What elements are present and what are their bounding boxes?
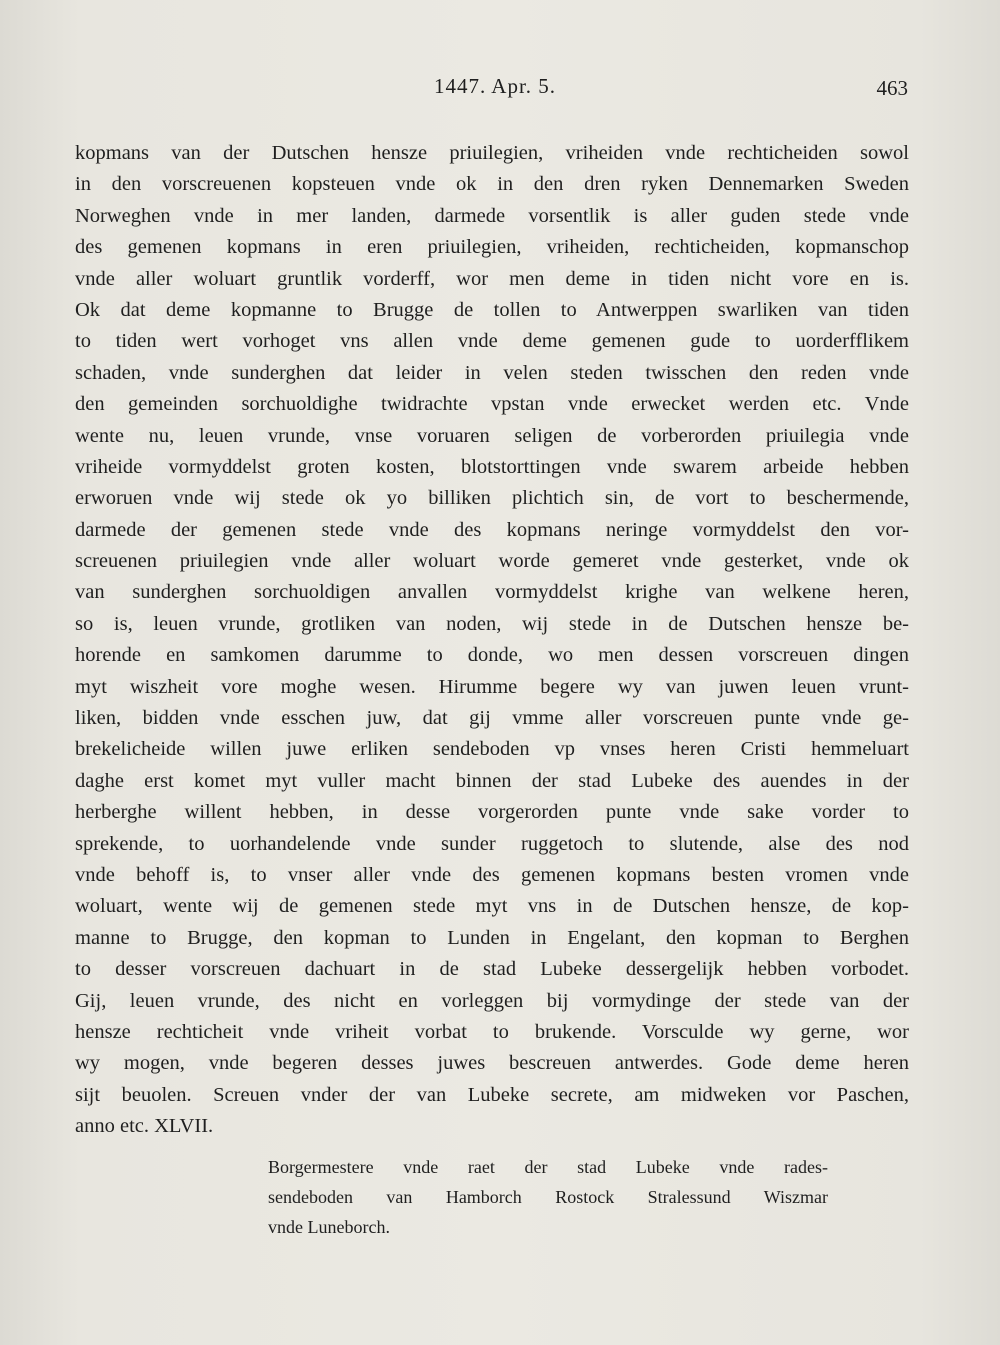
text-line: des gemenen kopmans in eren priuilegien, vriheiden, rechticheiden, kopmanschop: [75, 236, 909, 259]
text-line: brekelicheide willen juwe erliken sendeboden vp vnses heren Cristi hemmeluart: [75, 738, 909, 761]
text-line: to tiden wert vorhoget vns allen vnde deme gemenen gude to uorderfflikem: [75, 330, 909, 353]
text-line: sijt beuolen. Screuen vnder der van Lubeke secrete, am midweken vor Paschen,: [75, 1083, 909, 1106]
text-line: sprekende, to uorhandelende vnde sunder ruggetoch to slutende, alse des nod: [75, 832, 909, 855]
text-line: vnde aller woluart gruntlik vorderff, wor men deme in tiden nicht vore en is.: [75, 267, 909, 290]
text-line: daghe erst komet myt vuller macht binnen der stad Lubeke des auendes in der: [75, 769, 909, 792]
text-line: van sunderghen sorchuoldigen anvallen vormyddelst krighe van welkene heren,: [75, 581, 909, 604]
text-line: schaden, vnde sunderghen dat leider in velen steden twisschen den reden vnde: [75, 361, 909, 384]
text-line: kopmans van der Dutschen hensze priuilegien, vriheiden vnde rechticheiden sowol: [75, 142, 909, 164]
text-line: hensze rechticheit vnde vriheit vorbat to brukende. Vorsculde wy gerne, wor: [75, 1020, 909, 1043]
text-line: wy mogen, vnde begeren desses juwes bescreuen antwerdes. Gode deme heren: [75, 1052, 909, 1075]
text-line: anno etc. XLVII.: [75, 1115, 214, 1138]
text-line: woluart, wente wij de gemenen stede myt vns in de Dutschen hensze, de kop-: [75, 895, 909, 918]
text-line: darmede der gemenen stede vnde des kopmans neringe vormyddelst den vor-: [75, 518, 909, 541]
text-line: vnde behoff is, to vnser aller vnde des gemenen kopmans besten vromen vnde: [75, 863, 909, 886]
text-line: to desser vorscreuen dachuart in de stad Lubeke dessergelijk hebben vorbodet.: [75, 958, 909, 981]
page-number: 463: [876, 76, 908, 100]
signature-line: vnde Luneborch.: [268, 1217, 390, 1237]
signature-block: [268, 1152, 828, 1242]
text-line: manne to Brugge, den kopman to Lunden in Engelant, den kopman to Berghen: [75, 926, 909, 949]
text-line: Ok dat deme kopmanne to Brugge de tollen to Antwerppen swarliken van tiden: [75, 298, 909, 321]
body-text: [75, 138, 909, 1143]
text-line: myt wiszheit vore moghe wesen. Hirumme begere wy van juwen leuen vrunt-: [75, 675, 909, 698]
text-line: liken, bidden vnde esschen juw, dat gij vmme aller vorscreuen punte vnde ge-: [75, 707, 909, 730]
text-line: erworuen vnde wij stede ok yo billiken plichtich sin, de vort to beschermende,: [75, 487, 909, 510]
text-line: vriheide vormyddelst groten kosten, blotstorttingen vnde swarem arbeide hebben: [75, 455, 909, 478]
text-line: so is, leuen vrunde, grotliken van noden, wij stede in de Dutschen hensze be-: [75, 612, 909, 635]
text-line: in den vorscreuenen kopsteuen vnde ok in den dren ryken Dennemarken Sweden: [75, 173, 909, 196]
text-line: screuenen priuilegien vnde aller woluart worde gemeret vnde gesterket, vnde ok: [75, 550, 909, 573]
running-title: 1447. Apr. 5.: [433, 74, 557, 98]
text-line: Gij, leuen vrunde, des nicht en vorleggen bij vormydinge der stede van der: [75, 989, 909, 1012]
text-line: herberghe willent hebben, in desse vorgerorden punte vnde sake vorder to: [75, 801, 909, 824]
text-line: horende en samkomen darumme to donde, wo men dessen vorscreuen dingen: [75, 644, 909, 667]
text-line: den gemeinden sorchuoldighe twidrachte vpstan vnde erwecket werden etc. Vnde: [75, 393, 909, 416]
text-line: wente nu, leuen vrunde, vnse voruaren seligen de vorberorden priuilegia vnde: [75, 424, 909, 447]
signature-line: Borgermestere vnde raet der stad Lubeke vnde rades-: [268, 1157, 828, 1177]
running-header: [0, 74, 1000, 104]
text-line: Norweghen vnde in mer landen, darmede vorsentlik is aller guden stede vnde: [75, 204, 909, 227]
signature-line: sendeboden van Hamborch Rostock Stralessund Wiszmar: [268, 1187, 828, 1207]
